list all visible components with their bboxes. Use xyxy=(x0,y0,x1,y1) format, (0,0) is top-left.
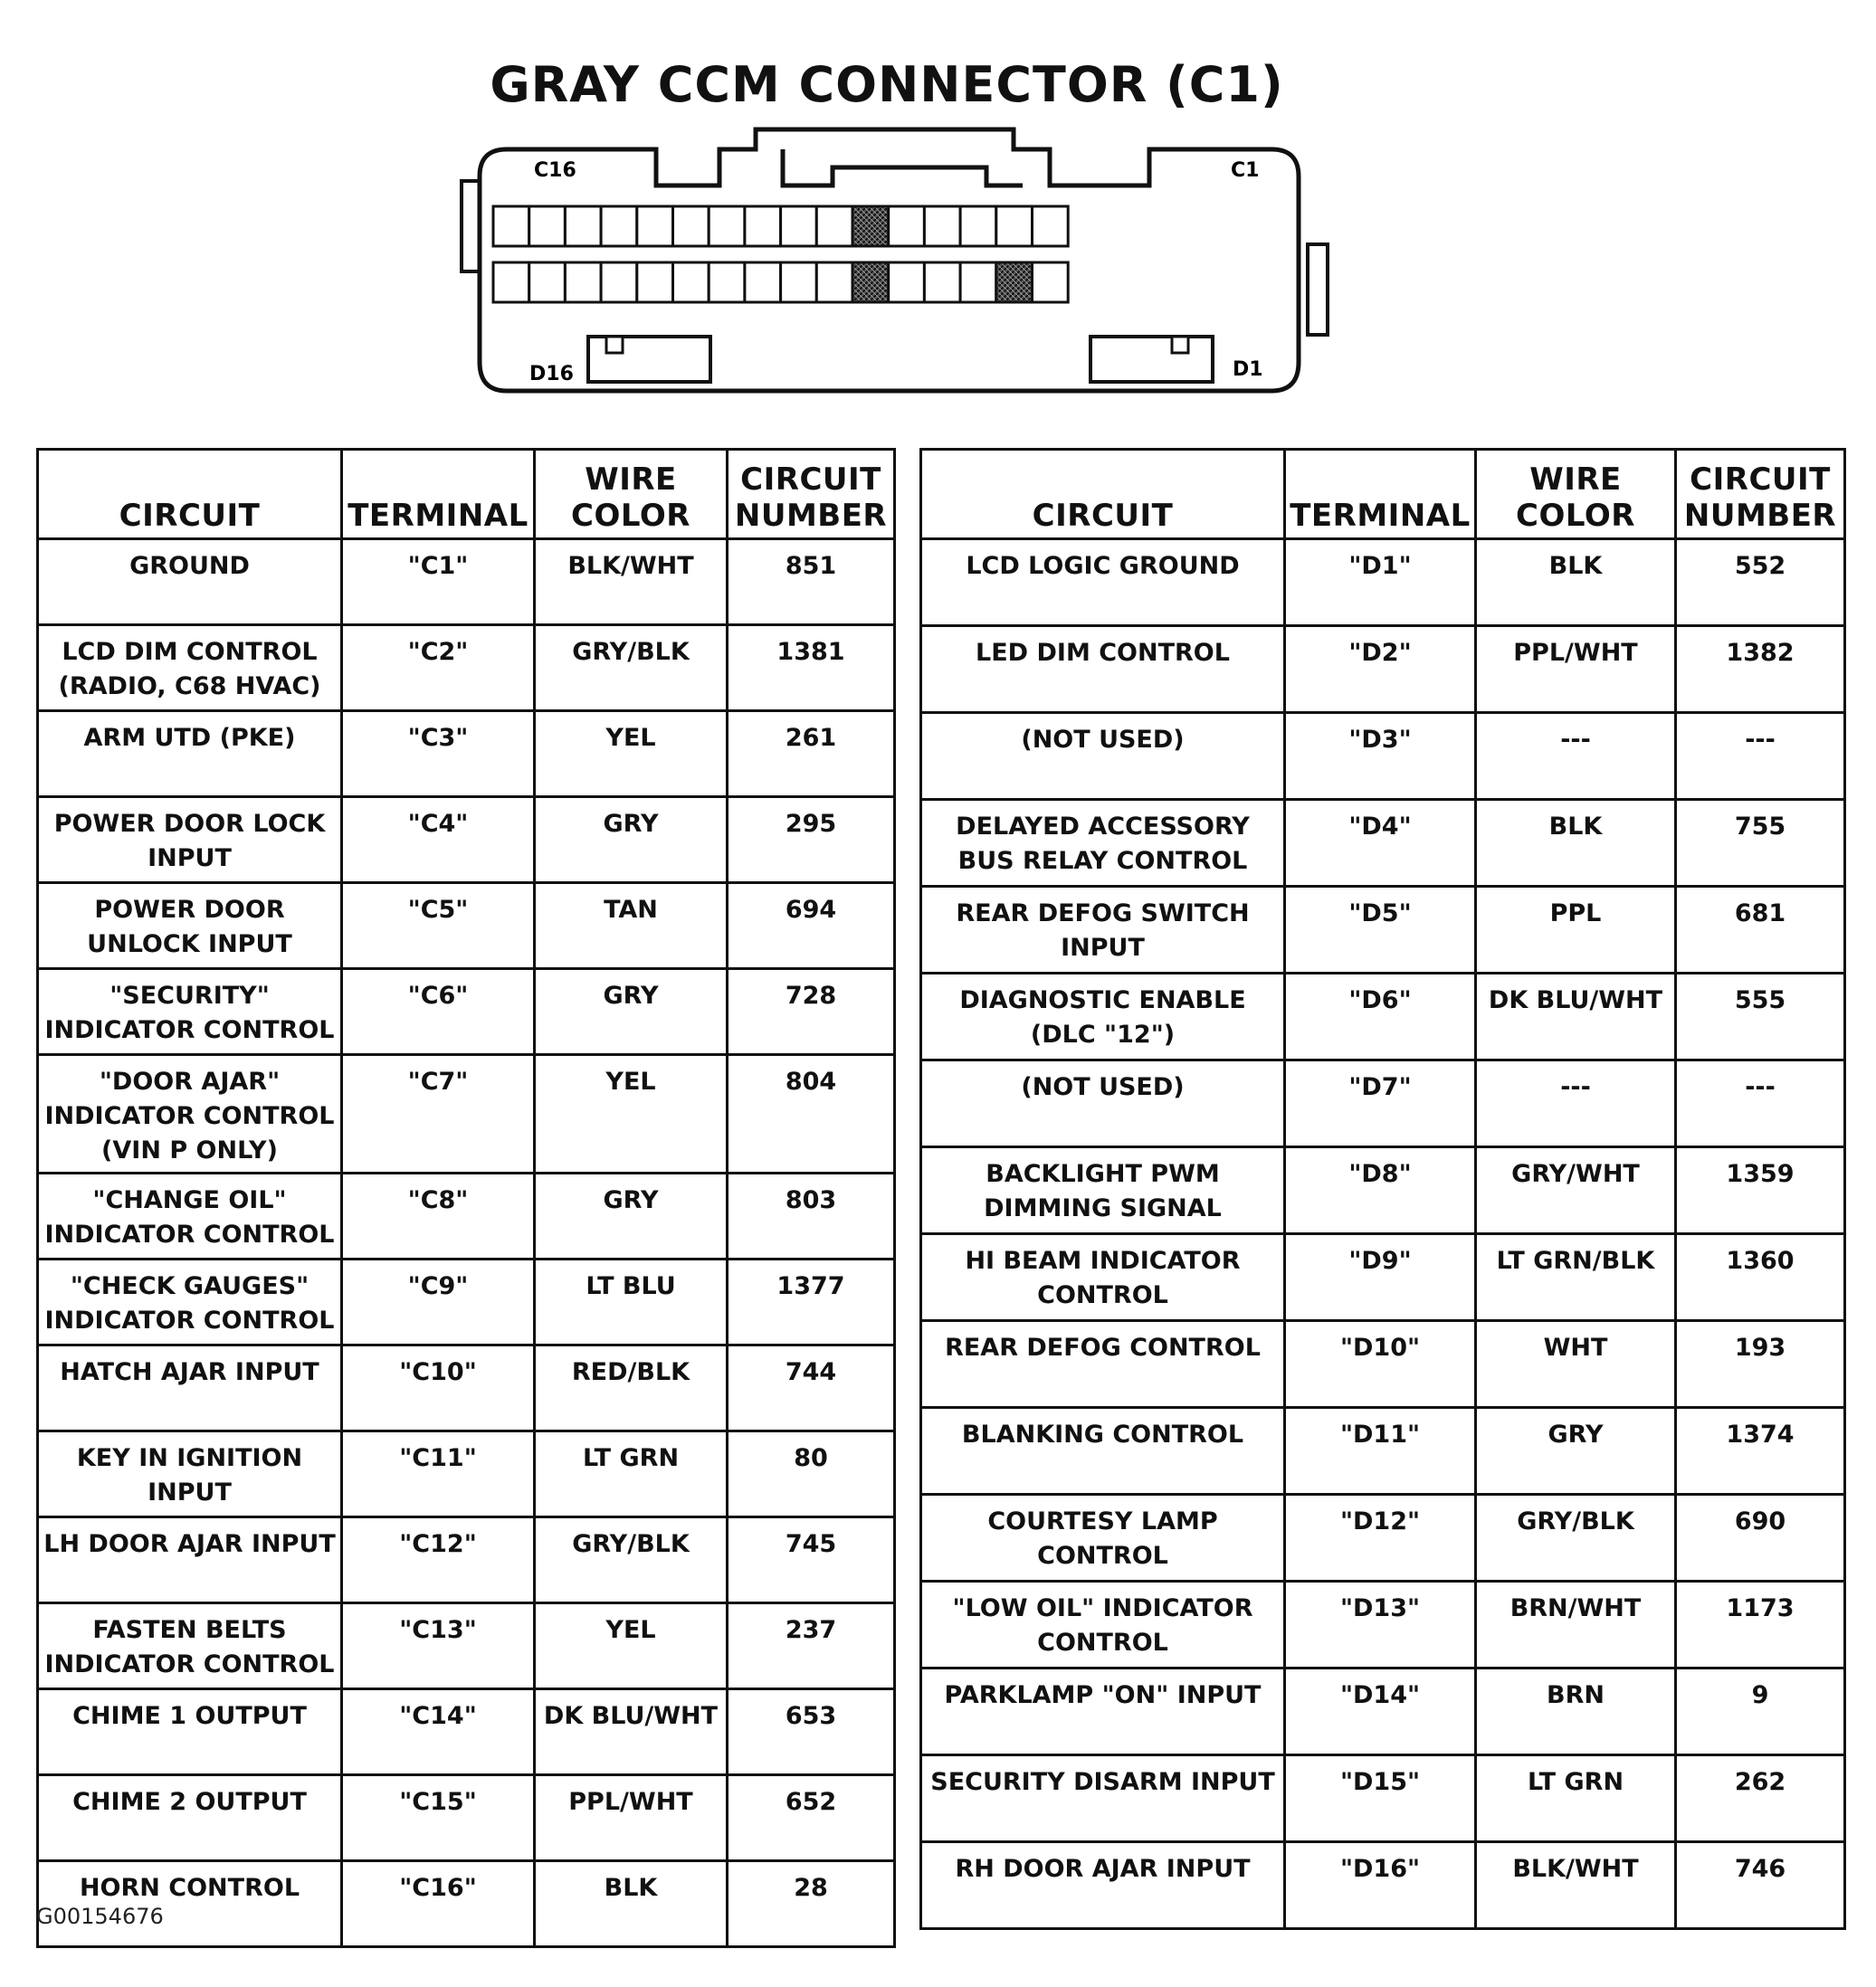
c-row-pin-cavity xyxy=(996,206,1033,246)
table-row xyxy=(921,1408,1845,1495)
circuit-cell: LED DIM CONTROL xyxy=(921,626,1285,713)
circuit-cell: DELAYED ACCESSORY BUS RELAY CONTROL xyxy=(921,800,1285,887)
d-row-pin-cavity xyxy=(745,262,781,302)
wire-color-cell: GRY/WHT xyxy=(1476,1147,1676,1234)
c-row-pin-cavity xyxy=(709,206,745,246)
table-row xyxy=(38,969,895,1055)
wire-color-cell: LT GRN/BLK xyxy=(1476,1234,1676,1321)
d-row-pin-cavity xyxy=(709,262,745,302)
table-row xyxy=(921,626,1845,713)
circuit-cell: HI BEAM INDICATOR CONTROL xyxy=(921,1234,1285,1321)
wire-color-cell: LT GRN xyxy=(535,1431,728,1517)
circuit-number-cell: 1359 xyxy=(1676,1147,1845,1234)
circuit-cell: "DOOR AJAR" INDICATOR CONTROL (VIN P ONLY) xyxy=(38,1055,342,1174)
table-row xyxy=(38,711,895,797)
circuit-cell: POWER DOOR UNLOCK INPUT xyxy=(38,883,342,969)
wire-color-cell: PPL/WHT xyxy=(535,1775,728,1861)
circuit-cell: BACKLIGHT PWM DIMMING SIGNAL xyxy=(921,1147,1285,1234)
circuit-cell: LH DOOR AJAR INPUT xyxy=(38,1517,342,1603)
table-row xyxy=(38,1689,895,1775)
d-row-pin-cavity xyxy=(493,262,529,302)
wire-color-cell: RED/BLK xyxy=(535,1345,728,1431)
connector-key-right-nub xyxy=(1172,337,1188,353)
circuit-number-cell: 681 xyxy=(1676,887,1845,974)
table-row xyxy=(38,1345,895,1431)
table-row xyxy=(38,1260,895,1345)
header-terminal: TERMINAL xyxy=(342,450,535,539)
d-row-pin-cavity xyxy=(601,262,637,302)
table-row xyxy=(921,1234,1845,1321)
d-row-pin-cavity xyxy=(852,262,889,302)
c-row-pin-cavity xyxy=(529,206,566,246)
terminal-cell: "C16" xyxy=(342,1861,535,1947)
header-terminal: TERMINAL xyxy=(1285,450,1476,539)
circuit-cell: POWER DOOR LOCK INPUT xyxy=(38,797,342,883)
terminal-cell: "D4" xyxy=(1285,800,1476,887)
label-d16: D16 xyxy=(529,363,574,385)
table-row xyxy=(38,625,895,711)
circuit-cell: CHIME 1 OUTPUT xyxy=(38,1689,342,1775)
terminal-cell: "C10" xyxy=(342,1345,535,1431)
terminal-cell: "D13" xyxy=(1285,1582,1476,1669)
table-row xyxy=(921,887,1845,974)
terminal-cell: "C14" xyxy=(342,1689,535,1775)
connector-key-left-nub xyxy=(606,337,623,353)
c-row-pin-cavity xyxy=(889,206,925,246)
wire-color-cell: GRY xyxy=(535,797,728,883)
circuit-number-cell: --- xyxy=(1676,713,1845,800)
pin-row-c xyxy=(493,206,1068,246)
table-row xyxy=(921,1669,1845,1755)
circuit-number-cell: 552 xyxy=(1676,539,1845,626)
terminal-cell: "D10" xyxy=(1285,1321,1476,1408)
circuit-number-cell: 653 xyxy=(728,1689,895,1775)
c-row-pin-cavity xyxy=(852,206,889,246)
header-circuit-number: CIRCUIT NUMBER xyxy=(728,450,895,539)
terminal-cell: "D11" xyxy=(1285,1408,1476,1495)
circuit-number-cell: 262 xyxy=(1676,1755,1845,1842)
left-pinout-table xyxy=(36,448,896,1948)
table-row xyxy=(38,1055,895,1174)
circuit-cell: HATCH AJAR INPUT xyxy=(38,1345,342,1431)
left-pinout-table-wrap xyxy=(36,448,896,1948)
circuit-cell: "CHECK GAUGES" INDICATOR CONTROL xyxy=(38,1260,342,1345)
terminal-cell: "D16" xyxy=(1285,1842,1476,1929)
table-row xyxy=(38,1603,895,1689)
circuit-cell: LCD LOGIC GROUND xyxy=(921,539,1285,626)
right-pinout-table-wrap xyxy=(919,448,1846,1930)
terminal-cell: "C2" xyxy=(342,625,535,711)
c-row-pin-cavity xyxy=(960,206,996,246)
d-row-pin-cavity xyxy=(565,262,601,302)
d-row-pin-cavity xyxy=(960,262,996,302)
circuit-number-cell: 744 xyxy=(728,1345,895,1431)
label-d1: D1 xyxy=(1233,358,1263,381)
c-row-pin-cavity xyxy=(637,206,673,246)
circuit-cell: LCD DIM CONTROL (RADIO, C68 HVAC) xyxy=(38,625,342,711)
terminal-cell: "C12" xyxy=(342,1517,535,1603)
d-row-pin-cavity xyxy=(889,262,925,302)
circuit-cell: ARM UTD (PKE) xyxy=(38,711,342,797)
wire-color-cell: LT GRN xyxy=(1476,1755,1676,1842)
header-circuit: CIRCUIT xyxy=(38,450,342,539)
wire-color-cell: GRY/BLK xyxy=(535,1517,728,1603)
wire-color-cell: BLK/WHT xyxy=(535,539,728,625)
terminal-cell: "D7" xyxy=(1285,1060,1476,1147)
connector-diagram xyxy=(452,127,1339,407)
circuit-number-cell: 804 xyxy=(728,1055,895,1174)
circuit-number-cell: 1374 xyxy=(1676,1408,1845,1495)
wire-color-cell: --- xyxy=(1476,713,1676,800)
circuit-number-cell: 1381 xyxy=(728,625,895,711)
wire-color-cell: GRY xyxy=(1476,1408,1676,1495)
d-row-pin-cavity xyxy=(816,262,852,302)
wire-color-cell: PPL xyxy=(1476,887,1676,974)
circuit-number-cell: 28 xyxy=(728,1861,895,1947)
d-row-pin-cavity xyxy=(529,262,566,302)
circuit-number-cell: 555 xyxy=(1676,974,1845,1060)
circuit-number-cell: 1360 xyxy=(1676,1234,1845,1321)
circuit-number-cell: 1382 xyxy=(1676,626,1845,713)
table-row xyxy=(38,1517,895,1603)
wire-color-cell: BLK/WHT xyxy=(1476,1842,1676,1929)
terminal-cell: "D5" xyxy=(1285,887,1476,974)
c-row-pin-cavity xyxy=(745,206,781,246)
left-header-row xyxy=(38,450,895,539)
circuit-number-cell: 851 xyxy=(728,539,895,625)
table-row xyxy=(38,539,895,625)
circuit-cell: CHIME 2 OUTPUT xyxy=(38,1775,342,1861)
wire-color-cell: BLK xyxy=(535,1861,728,1947)
diagram-title: GRAY CCM CONNECTOR (C1) xyxy=(490,56,1284,113)
right-header-row xyxy=(921,450,1845,539)
c-row-pin-cavity xyxy=(565,206,601,246)
table-row xyxy=(921,800,1845,887)
c-row-pin-cavity xyxy=(816,206,852,246)
table-row xyxy=(38,1174,895,1260)
wire-color-cell: YEL xyxy=(535,711,728,797)
terminal-cell: "C15" xyxy=(342,1775,535,1861)
circuit-cell: KEY IN IGNITION INPUT xyxy=(38,1431,342,1517)
table-row xyxy=(921,1060,1845,1147)
circuit-number-cell: 755 xyxy=(1676,800,1845,887)
circuit-cell: FASTEN BELTS INDICATOR CONTROL xyxy=(38,1603,342,1689)
circuit-cell: DIAGNOSTIC ENABLE (DLC "12") xyxy=(921,974,1285,1060)
table-row xyxy=(921,713,1845,800)
wire-color-cell: --- xyxy=(1476,1060,1676,1147)
circuit-number-cell: 295 xyxy=(728,797,895,883)
d-row-pin-cavity xyxy=(673,262,709,302)
circuit-number-cell: 694 xyxy=(728,883,895,969)
label-c1: C1 xyxy=(1231,159,1260,182)
circuit-number-cell: 1377 xyxy=(728,1260,895,1345)
connector-right-tab xyxy=(1308,244,1328,335)
circuit-number-cell: 9 xyxy=(1676,1669,1845,1755)
circuit-number-cell: 803 xyxy=(728,1174,895,1260)
wire-color-cell: DK BLU/WHT xyxy=(1476,974,1676,1060)
wire-color-cell: YEL xyxy=(535,1603,728,1689)
pin-row-d xyxy=(493,262,1068,302)
wire-color-cell: YEL xyxy=(535,1055,728,1174)
circuit-number-cell: 1173 xyxy=(1676,1582,1845,1669)
terminal-cell: "D6" xyxy=(1285,974,1476,1060)
terminal-cell: "C7" xyxy=(342,1055,535,1174)
circuit-cell: RH DOOR AJAR INPUT xyxy=(921,1842,1285,1929)
circuit-number-cell: 690 xyxy=(1676,1495,1845,1582)
d-row-pin-cavity xyxy=(781,262,817,302)
terminal-cell: "D9" xyxy=(1285,1234,1476,1321)
circuit-number-cell: 193 xyxy=(1676,1321,1845,1408)
d-row-pin-cavity xyxy=(1033,262,1069,302)
right-pinout-table xyxy=(919,448,1846,1930)
label-c16: C16 xyxy=(534,159,576,182)
wire-color-cell: BLK xyxy=(1476,539,1676,626)
header-circuit: CIRCUIT xyxy=(921,450,1285,539)
header-wire-color: WIRE COLOR xyxy=(1476,450,1676,539)
circuit-cell: SECURITY DISARM INPUT xyxy=(921,1755,1285,1842)
table-row xyxy=(38,1431,895,1517)
table-row xyxy=(921,1582,1845,1669)
terminal-cell: "C1" xyxy=(342,539,535,625)
table-row xyxy=(921,539,1845,626)
circuit-number-cell: 746 xyxy=(1676,1842,1845,1929)
wire-color-cell: BRN/WHT xyxy=(1476,1582,1676,1669)
terminal-cell: "C11" xyxy=(342,1431,535,1517)
table-row xyxy=(38,1861,895,1947)
circuit-number-cell: --- xyxy=(1676,1060,1845,1147)
wire-color-cell: BLK xyxy=(1476,800,1676,887)
terminal-cell: "D15" xyxy=(1285,1755,1476,1842)
terminal-cell: "D12" xyxy=(1285,1495,1476,1582)
terminal-cell: "C9" xyxy=(342,1260,535,1345)
d-row-pin-cavity xyxy=(996,262,1033,302)
wire-color-cell: PPL/WHT xyxy=(1476,626,1676,713)
circuit-cell: HORN CONTROL xyxy=(38,1861,342,1947)
c-row-pin-cavity xyxy=(673,206,709,246)
terminal-cell: "C13" xyxy=(342,1603,535,1689)
wire-color-cell: GRY xyxy=(535,969,728,1055)
header-wire-color: WIRE COLOR xyxy=(535,450,728,539)
c-row-pin-cavity xyxy=(493,206,529,246)
d-row-pin-cavity xyxy=(637,262,673,302)
circuit-number-cell: 728 xyxy=(728,969,895,1055)
wire-color-cell: LT BLU xyxy=(535,1260,728,1345)
circuit-cell: PARKLAMP "ON" INPUT xyxy=(921,1669,1285,1755)
wire-color-cell: TAN xyxy=(535,883,728,969)
circuit-cell: COURTESY LAMP CONTROL xyxy=(921,1495,1285,1582)
wire-color-cell: BRN xyxy=(1476,1669,1676,1755)
circuit-cell: BLANKING CONTROL xyxy=(921,1408,1285,1495)
wire-color-cell: GRY/BLK xyxy=(535,625,728,711)
c-row-pin-cavity xyxy=(924,206,960,246)
table-row xyxy=(921,1842,1845,1929)
c-row-pin-cavity xyxy=(781,206,817,246)
terminal-cell: "D14" xyxy=(1285,1669,1476,1755)
circuit-cell: REAR DEFOG SWITCH INPUT xyxy=(921,887,1285,974)
circuit-number-cell: 745 xyxy=(728,1517,895,1603)
header-circuit-number: CIRCUIT NUMBER xyxy=(1676,450,1845,539)
circuit-cell: (NOT USED) xyxy=(921,713,1285,800)
circuit-number-cell: 652 xyxy=(728,1775,895,1861)
wire-color-cell: GRY/BLK xyxy=(1476,1495,1676,1582)
wire-color-cell: WHT xyxy=(1476,1321,1676,1408)
table-row xyxy=(38,883,895,969)
circuit-number-cell: 237 xyxy=(728,1603,895,1689)
circuit-cell: GROUND xyxy=(38,539,342,625)
circuit-cell: (NOT USED) xyxy=(921,1060,1285,1147)
terminal-cell: "C6" xyxy=(342,969,535,1055)
wire-color-cell: DK BLU/WHT xyxy=(535,1689,728,1775)
terminal-cell: "C4" xyxy=(342,797,535,883)
circuit-number-cell: 261 xyxy=(728,711,895,797)
terminal-cell: "D8" xyxy=(1285,1147,1476,1234)
circuit-number-cell: 80 xyxy=(728,1431,895,1517)
table-row xyxy=(38,1775,895,1861)
circuit-cell: "SECURITY" INDICATOR CONTROL xyxy=(38,969,342,1055)
terminal-cell: "C5" xyxy=(342,883,535,969)
d-row-pin-cavity xyxy=(924,262,960,302)
table-row xyxy=(921,1321,1845,1408)
connector-key-right xyxy=(1090,337,1213,382)
wire-color-cell: GRY xyxy=(535,1174,728,1260)
table-row xyxy=(921,1495,1845,1582)
table-row xyxy=(921,974,1845,1060)
terminal-cell: "D2" xyxy=(1285,626,1476,713)
terminal-cell: "C8" xyxy=(342,1174,535,1260)
terminal-cell: "D3" xyxy=(1285,713,1476,800)
circuit-cell: REAR DEFOG CONTROL xyxy=(921,1321,1285,1408)
terminal-cell: "C3" xyxy=(342,711,535,797)
table-row xyxy=(921,1147,1845,1234)
table-row xyxy=(921,1755,1845,1842)
circuit-cell: "LOW OIL" INDICATOR CONTROL xyxy=(921,1582,1285,1669)
circuit-cell: "CHANGE OIL" INDICATOR CONTROL xyxy=(38,1174,342,1260)
terminal-cell: "D1" xyxy=(1285,539,1476,626)
table-row xyxy=(38,797,895,883)
c-row-pin-cavity xyxy=(601,206,637,246)
figure-code: G00154676 xyxy=(36,1904,164,1929)
c-row-pin-cavity xyxy=(1033,206,1069,246)
